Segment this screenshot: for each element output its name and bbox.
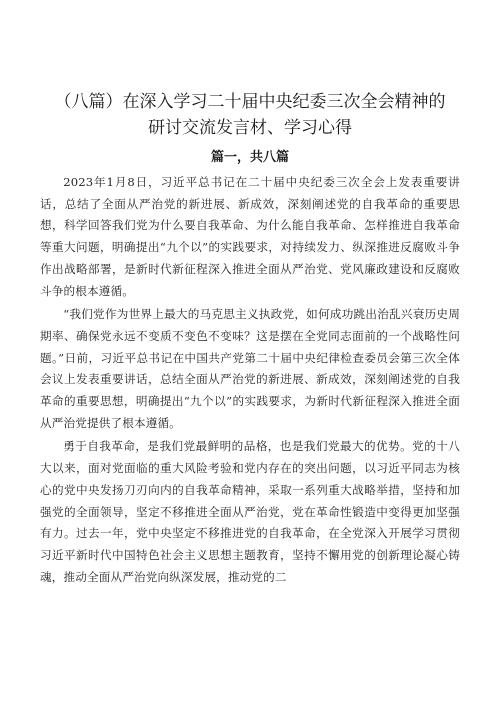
document-body (40, 172, 460, 588)
document-title-line-2: 研讨交流发言材、学习心得 (148, 118, 352, 138)
document-title-line-1: （八篇）在深入学习二十届中央纪委三次全会精神的 (54, 92, 446, 112)
section-heading: 篇一，共八篇 (210, 150, 289, 165)
paragraph: 2023年1月8日，习近平总书记在二十届中央纪委三次全会上发表重要讲话，总结了全面从严治党的新进展、新成效，深刻阐述党的自我革命的重要思想，科学回答我们党为什么要自我革命、为什么能自我革命、怎样推进自我革命等重大问题，明确提出“九个以”的实践要求，对持续发力、纵深推进反腐败斗争作出战略部署，是新时代新征程深入推进全面从严治党、党风廉政建设和反腐败斗争的根本遵循。 (40, 175, 460, 298)
paragraph: “我们党作为世界上最大的马克思主义执政党，如何成功跳出治乱兴衰历史周期率、确保党永远不变质不变色不变味？这是摆在全党同志面前的一个战略性问题。”日前，习近平总书记在中国共产党第二十届中央纪律检查委员会第三次全体会议上发表重要讲话，总结全面从严治党的新进展、新成效，深刻阐述党的自我革命的重要思想，明确提出“九个以”的实践要求，为新时代新征程深入推进全面从严治党提供了根本遵循。 (40, 307, 460, 430)
paragraph: 勇于自我革命，是我们党最鲜明的品格，也是我们党最大的优势。党的十八大以来，面对党面临的重大风险考验和党内存在的突出问题，以习近平同志为核心的党中央发扬刀刃向内的自我革命精神，采取一系列重大战略举措，坚持和加强党的全面领导，坚定不移推进全面从严治党，党在革命性锻造中变得更加坚强有力。过去一年，党中央坚定不移推进党的自我革命，在全党深入开展学习贯彻习近平新时代中国特色社会主义思想主题教育，坚持不懈用党的创新理论凝心铸魂，推动全面从严治党向纵深发展，推动党的二 (40, 439, 460, 584)
